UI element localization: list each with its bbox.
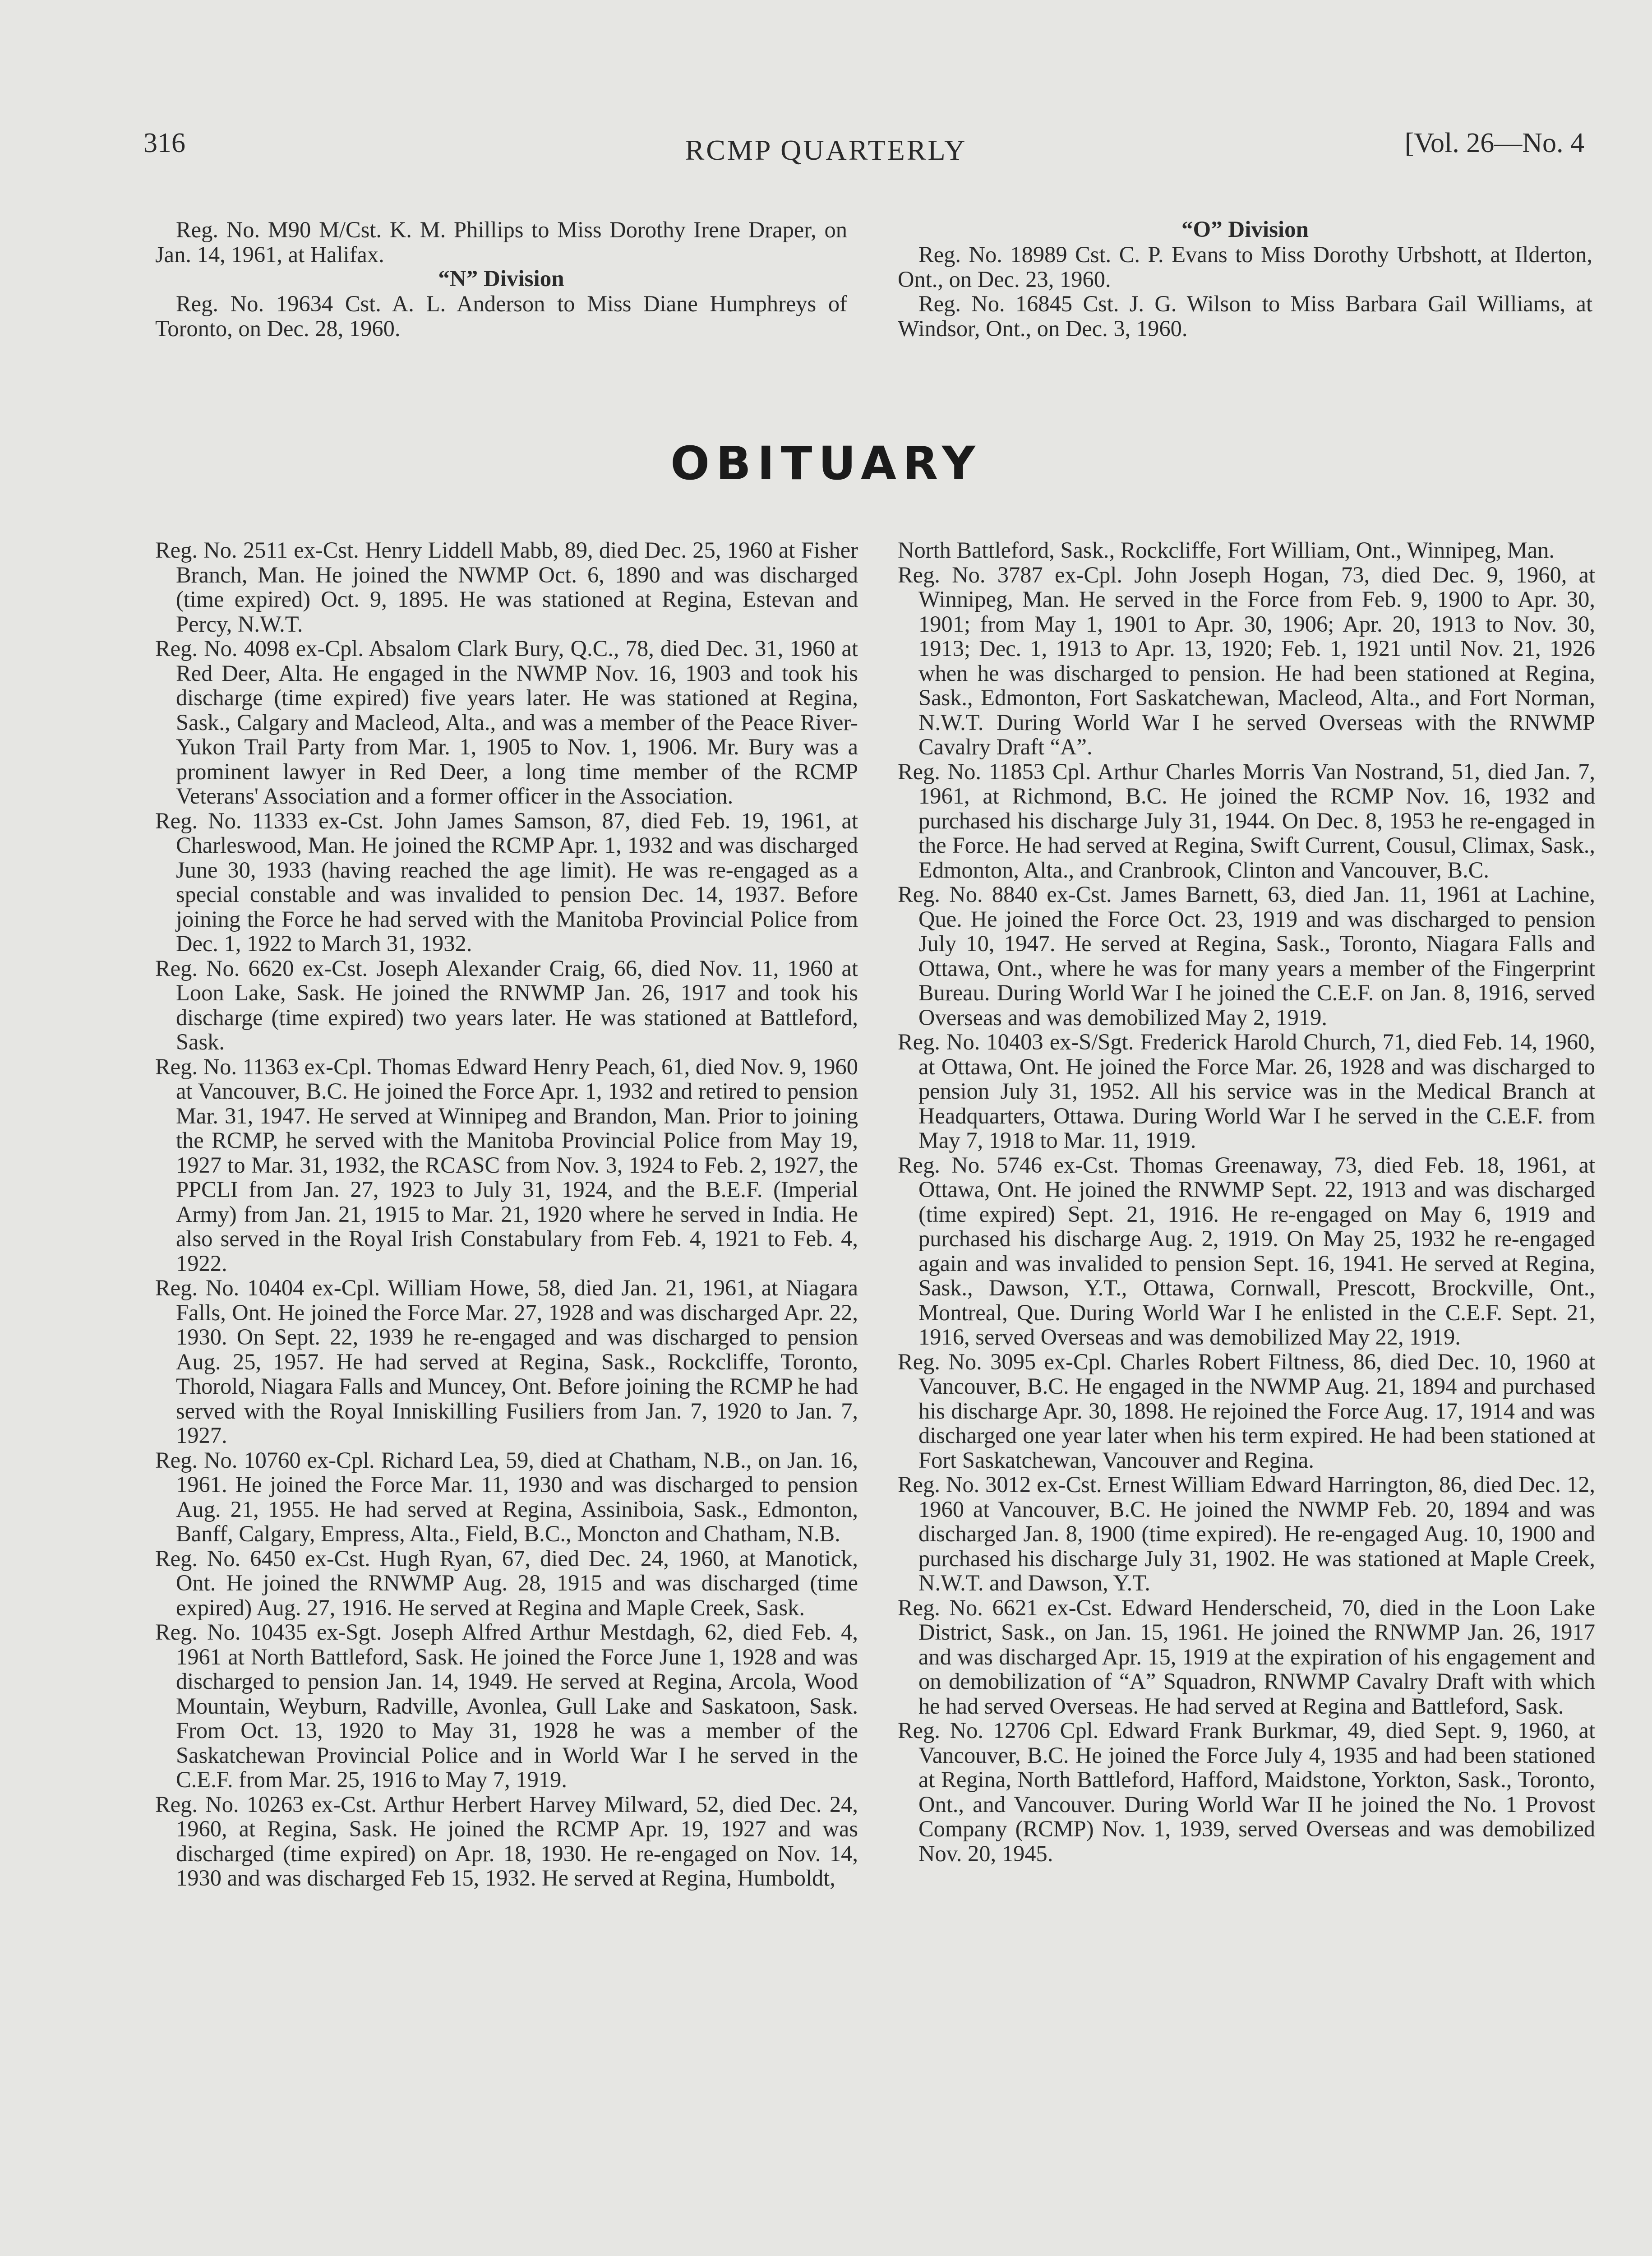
obituary-entry: Reg. No. 11333 ex-Cst. John James Samson, 87, died Feb. 19, 1961, at Charleswood, Man. He joined the RCMP Apr. 1, 1932 and was discharged June 30, 1933 (having reached the age limit). He was re-engaged as a special constable and was invalided to pension Dec. 14, 1937. Before joining the Force he had served with the Manitoba Provincial Police from Dec. 1, 1922 to March 31, 1932. [155,808,858,956]
obituary-entry: Reg. No. 10263 ex-Cst. Arthur Herbert Harvey Milward, 52, died Dec. 24, 1960, at Regina, Sask. He joined the RCMP Apr. 19, 1927 and was discharged (time expired) on Apr. 18, 1930. He re-engaged on Nov. 14, 1930 and was discharged Feb 15, 1932. He served at Regina, Humboldt, [155,1791,858,1891]
marriages-left-column [155,217,847,341]
page-number: 316 [143,128,185,158]
obituary-entry: Reg. No. 3787 ex-Cpl. John Joseph Hogan, 73, died Dec. 9, 1960, at Winnipeg, Man. He served in the Force from Feb. 9, 1900 to Apr. 30, 1901; from May 1, 1901 to Apr. 30, 1906; Apr. 20, 1913 to Nov. 30, 1913; Dec. 1, 1913 to Apr. 13, 1920; Feb. 1, 1921 until Nov. 21, 1926 when he was discharged to pension. He had been stationed at Regina, Sask., Edmonton, Fort Saskatchewan, Macleod, Alta., and Fort Norman, N.W.T. During World War I he served Overseas with the RNWMP Cavalry Draft “A”. [898,562,1595,759]
obituary-entry: Reg. No. 3012 ex-Cst. Ernest William Edward Harrington, 86, died Dec. 12, 1960 at Vancouver, B.C. He joined the NWMP Feb. 20, 1894 and was discharged Jan. 8, 1900 (time expired). He re-engaged Aug. 10, 1900 and purchased his discharge July 31, 1902. He was stationed at Maple Creek, N.W.T. and Dawson, Y.T. [898,1472,1595,1595]
obituary-entry: Reg. No. 8840 ex-Cst. James Barnett, 63, died Jan. 11, 1961 at Lachine, Que. He joined the Force Oct. 23, 1919 and was discharged to pension July 10, 1947. He served at Regina, Sask., Toronto, Niagara Falls and Ottawa, Ont., where he was for many years a member of the Fingerprint Bureau. During World War I he joined the C.E.F. on Jan. 8, 1916, served Overseas and was demobilized May 2, 1919. [898,882,1595,1030]
obituary-entry: Reg. No. 6621 ex-Cst. Edward Henderscheid, 70, died in the Loon Lake District, Sask., on Jan. 15, 1961. He joined the RNWMP Jan. 26, 1917 and was discharged Apr. 15, 1919 at the expiration of his engagement and on demobilization of “A” Squadron, RNWMP Cavalry Draft with which he had served Overseas. He had served at Regina and Battleford, Sask. [898,1595,1595,1719]
obituary-entry: Reg. No. 6450 ex-Cst. Hugh Ryan, 67, died Dec. 24, 1960, at Manotick, Ont. He joined the RNWMP Aug. 28, 1915 and was discharged (time expired) Aug. 27, 1916. He served at Regina and Maple Creek, Sask. [155,1545,858,1620]
publication-title: RCMP QUARTERLY [685,134,967,166]
obituary-entry: Reg. No. 10435 ex-Sgt. Joseph Alfred Arthur Mestdagh, 62, died Feb. 4, 1961 at North Battleford, Sask. He joined the Force June 1, 1928 and was discharged to pension Jan. 14, 1949. He served at Regina, Arcola, Wood Mountain, Weyburn, Radville, Avonlea, Gull Lake and Saskatoon, Sask. From Oct. 13, 1920 to May 31, 1928 he was a member of the Saskatchewan Provincial Police and in World War I he served in the C.E.F. from Mar. 25, 1916 to May 7, 1919. [155,1619,858,1792]
marriages-right-column [898,217,1592,341]
obituary-entry: Reg. No. 10760 ex-Cpl. Richard Lea, 59, died at Chatham, N.B., on Jan. 16, 1961. He joined the Force Mar. 11, 1930 and was discharged to pension Aug. 21, 1955. He had served at Regina, Assiniboia, Sask., Edmonton, Banff, Calgary, Empress, Alta., Field, B.C., Moncton and Chatham, N.B. [155,1447,858,1546]
marriage-entry: Reg. No. 16845 Cst. J. G. Wilson to Miss Barbara Gail Williams, at Windsor, Ont., on Dec. 3, 1960. [898,291,1592,341]
obituary-right-column [898,538,1595,1866]
marriage-entry: Reg. No. M90 M/Cst. K. M. Phillips to Miss Dorothy Irene Draper, on Jan. 14, 1961, at Halifax. [155,217,847,267]
obituary-entry: Reg. No. 10404 ex-Cpl. William Howe, 58, died Jan. 21, 1961, at Niagara Falls, Ont. He joined the Force Mar. 27, 1928 and was discharged Apr. 22, 1930. On Sept. 22, 1939 he re-engaged and was discharged to pension Aug. 25, 1957. He had served at Regina, Sask., Rockcliffe, Toronto, Thorold, Niagara Falls and Muncey, Ont. Before joining the RCMP he had served with the Royal Inniskilling Fusiliers from Jan. 7, 1920 to Jan. 7, 1927. [155,1275,858,1448]
obituary-left-column [155,538,858,1891]
marriage-entry: Reg. No. 19634 Cst. A. L. Anderson to Miss Diane Humphreys of Toronto, on Dec. 28, 1960. [155,291,847,341]
volume-number: [Vol. 26—No. 4 [1404,128,1584,158]
obituary-entry: North Battleford, Sask., Rockcliffe, Fort William, Ont., Winnipeg, Man. [898,537,1555,563]
division-heading: “N” Division [438,266,564,291]
obituary-entry: Reg. No. 2511 ex-Cst. Henry Liddell Mabb, 89, died Dec. 25, 1960 at Fisher Branch, Man. He joined the NWMP Oct. 6, 1890 and was discharged (time expired) Oct. 9, 1895. He was stationed at Regina, Estevan and Percy, N.W.T. [155,537,858,637]
obituary-entry: Reg. No. 11363 ex-Cpl. Thomas Edward Henry Peach, 61, died Nov. 9, 1960 at Vancouver, B.C. He joined the Force Apr. 1, 1932 and retired to pension Mar. 31, 1947. He served at Winnipeg and Brandon, Man. Prior to joining the RCMP, he served with the Manitoba Provincial Police from May 19, 1927 to Mar. 31, 1932, the RCASC from Nov. 3, 1924 to Feb. 2, 1927, the PPCLI from Jan. 27, 1923 to July 31, 1924, and the B.E.F. (Imperial Army) from Jan. 21, 1915 to Mar. 21, 1920 where he served in India. He also served in the Royal Irish Constabulary from Feb. 4, 1921 to Feb. 4, 1922. [155,1054,858,1276]
marriage-entry: Reg. No. 18989 Cst. C. P. Evans to Miss Dorothy Urbshott, at Ilderton, Ont., on Dec. 23, 1960. [898,242,1592,292]
running-header [0,0,1652,180]
division-heading: “O” Division [1181,217,1309,242]
obituary-heading: OBITUARY [670,437,982,490]
obituary-entry: Reg. No. 4098 ex-Cpl. Absalom Clark Bury, Q.C., 78, died Dec. 31, 1960 at Red Deer, Alta. He engaged in the NWMP Nov. 16, 1903 and took his discharge (time expired) five years later. He was stationed at Regina, Sask., Calgary and Macleod, Alta., and was a member of the Peace River-Yukon Trail Party from Mar. 1, 1905 to Nov. 1, 1906. Mr. Bury was a prominent lawyer in Red Deer, a long time member of the RCMP Veterans' Association and a former officer in the Association. [155,636,858,809]
obituary-entry: Reg. No. 10403 ex-S/Sgt. Frederick Harold Church, 71, died Feb. 14, 1960, at Ottawa, Ont. He joined the Force Mar. 26, 1928 and was discharged to pension July 31, 1952. All his service was in the Medical Branch at Headquarters, Ottawa. During World War I he served in the C.E.F. from May 7, 1918 to Mar. 11, 1919. [898,1029,1595,1153]
obituary-entry: Reg. No. 6620 ex-Cst. Joseph Alexander Craig, 66, died Nov. 11, 1960 at Loon Lake, Sask. He joined the RNWMP Jan. 26, 1917 and took his discharge (time expired) two years later. He was stationed at Battleford, Sask. [155,955,858,1054]
obituary-entry: Reg. No. 11853 Cpl. Arthur Charles Morris Van Nostrand, 51, died Jan. 7, 1961, at Richmond, B.C. He joined the RCMP Nov. 16, 1932 and purchased his discharge July 31, 1944. On Dec. 8, 1953 he re-engaged in the Force. He had served at Regina, Swift Current, Cousul, Climax, Sask., Edmonton, Alta., and Cranbrook, Clinton and Vancouver, B.C. [898,758,1595,883]
obituary-entry: Reg. No. 3095 ex-Cpl. Charles Robert Filtness, 86, died Dec. 10, 1960 at Vancouver, B.C. He engaged in the NWMP Aug. 21, 1894 and purchased his discharge Apr. 30, 1898. He rejoined the Force Aug. 17, 1914 and was discharged one year later when his term expired. He had been stationed at Fort Saskatchewan, Vancouver and Regina. [898,1349,1595,1473]
obituary-entry: Reg. No. 5746 ex-Cst. Thomas Greenaway, 73, died Feb. 18, 1961, at Ottawa, Ont. He joined the RNWMP Sept. 22, 1913 and was discharged (time expired) Sept. 21, 1916. He re-engaged on May 6, 1919 and purchased his discharge Aug. 2, 1919. On May 25, 1932 he re-engaged again and was invalided to pension Sept. 16, 1941. He served at Regina, Sask., Dawson, Y.T., Ottawa, Cornwall, Prescott, Brockville, Ont., Montreal, Que. During World War I he enlisted in the C.E.F. Sept. 21, 1916, served Overseas and was demobilized May 22, 1919. [898,1152,1595,1350]
obituary-entry: Reg. No. 12706 Cpl. Edward Frank Burkmar, 49, died Sept. 9, 1960, at Vancouver, B.C. He joined the Force July 4, 1935 and had been stationed at Regina, North Battleford, Hafford, Maidstone, Yorkton, Sask., Toronto, Ont., and Vancouver. During World War II he joined the No. 1 Provost Company (RCMP) Nov. 1, 1939, served Overseas and was demobilized Nov. 20, 1945. [898,1718,1595,1866]
